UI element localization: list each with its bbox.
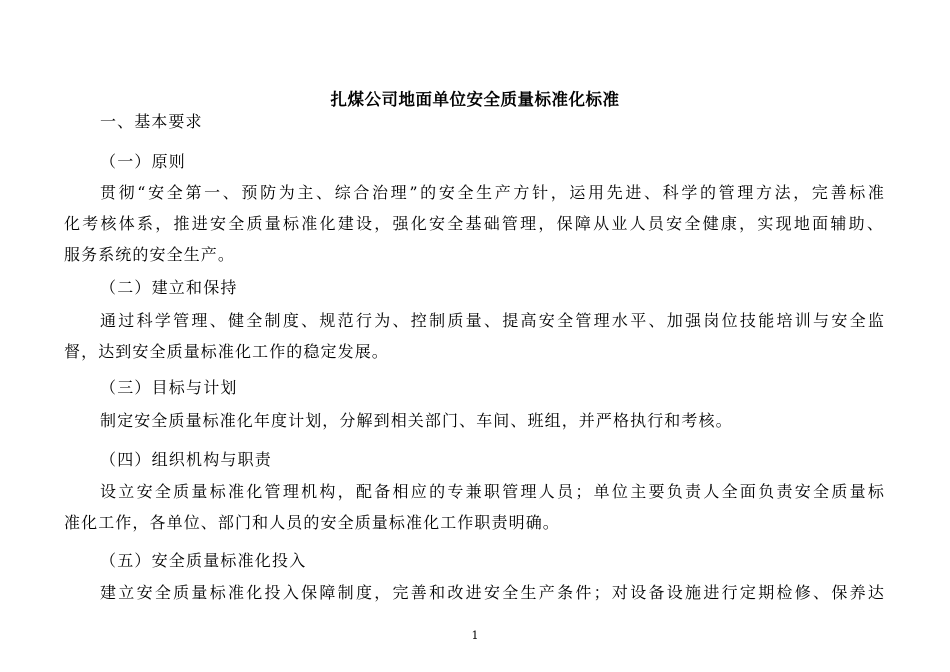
paragraph-line: 建立安全质量标准化投入保障制度，完善和改进安全生产条件；对设备设施进行定期检修、保养达 bbox=[100, 583, 885, 602]
document-title: 扎煤公司地面单位安全质量标准化标准 bbox=[330, 90, 620, 109]
subsection-heading-goals-plans: （三）目标与计划 bbox=[100, 378, 238, 397]
paragraph-line: 服务系统的安全生产。 bbox=[64, 245, 236, 264]
paragraph-line: 化考核体系，推进安全质量标准化建设，强化安全基础管理，保障从业人员安全健康，实现地面辅助、 bbox=[64, 214, 884, 233]
subsection-heading-organization: （四）组织机构与职责 bbox=[100, 450, 273, 469]
paragraph-line: 督，达到安全质量标准化工作的稳定发展。 bbox=[64, 342, 389, 361]
subsection-heading-establish-maintain: （二）建立和保持 bbox=[100, 278, 238, 297]
paragraph-line: 设立安全质量标准化管理机构，配备相应的专兼职管理人员；单位主要负责人全面负责安全质量标 bbox=[100, 482, 885, 501]
paragraph-line: 制定安全质量标准化年度计划，分解到相关部门、车间、班组，并严格执行和考核。 bbox=[100, 411, 733, 430]
section-heading-basic-requirements: 一、基本要求 bbox=[100, 112, 203, 131]
page-number: 1 bbox=[471, 629, 479, 642]
subsection-heading-principle: （一）原则 bbox=[100, 152, 187, 171]
subsection-heading-investment: （五）安全质量标准化投入 bbox=[100, 551, 307, 570]
paragraph-line: 通过科学管理、健全制度、规范行为、控制质量、提高安全管理水平、加强岗位技能培训与安全监 bbox=[100, 311, 885, 330]
paragraph-line: 贯彻“安全第一、预防为主、综合治理”的安全生产方针，运用先进、科学的管理方法，完善标准 bbox=[100, 183, 885, 202]
paragraph-line: 准化工作，各单位、部门和人员的安全质量标准化工作职责明确。 bbox=[64, 513, 560, 532]
